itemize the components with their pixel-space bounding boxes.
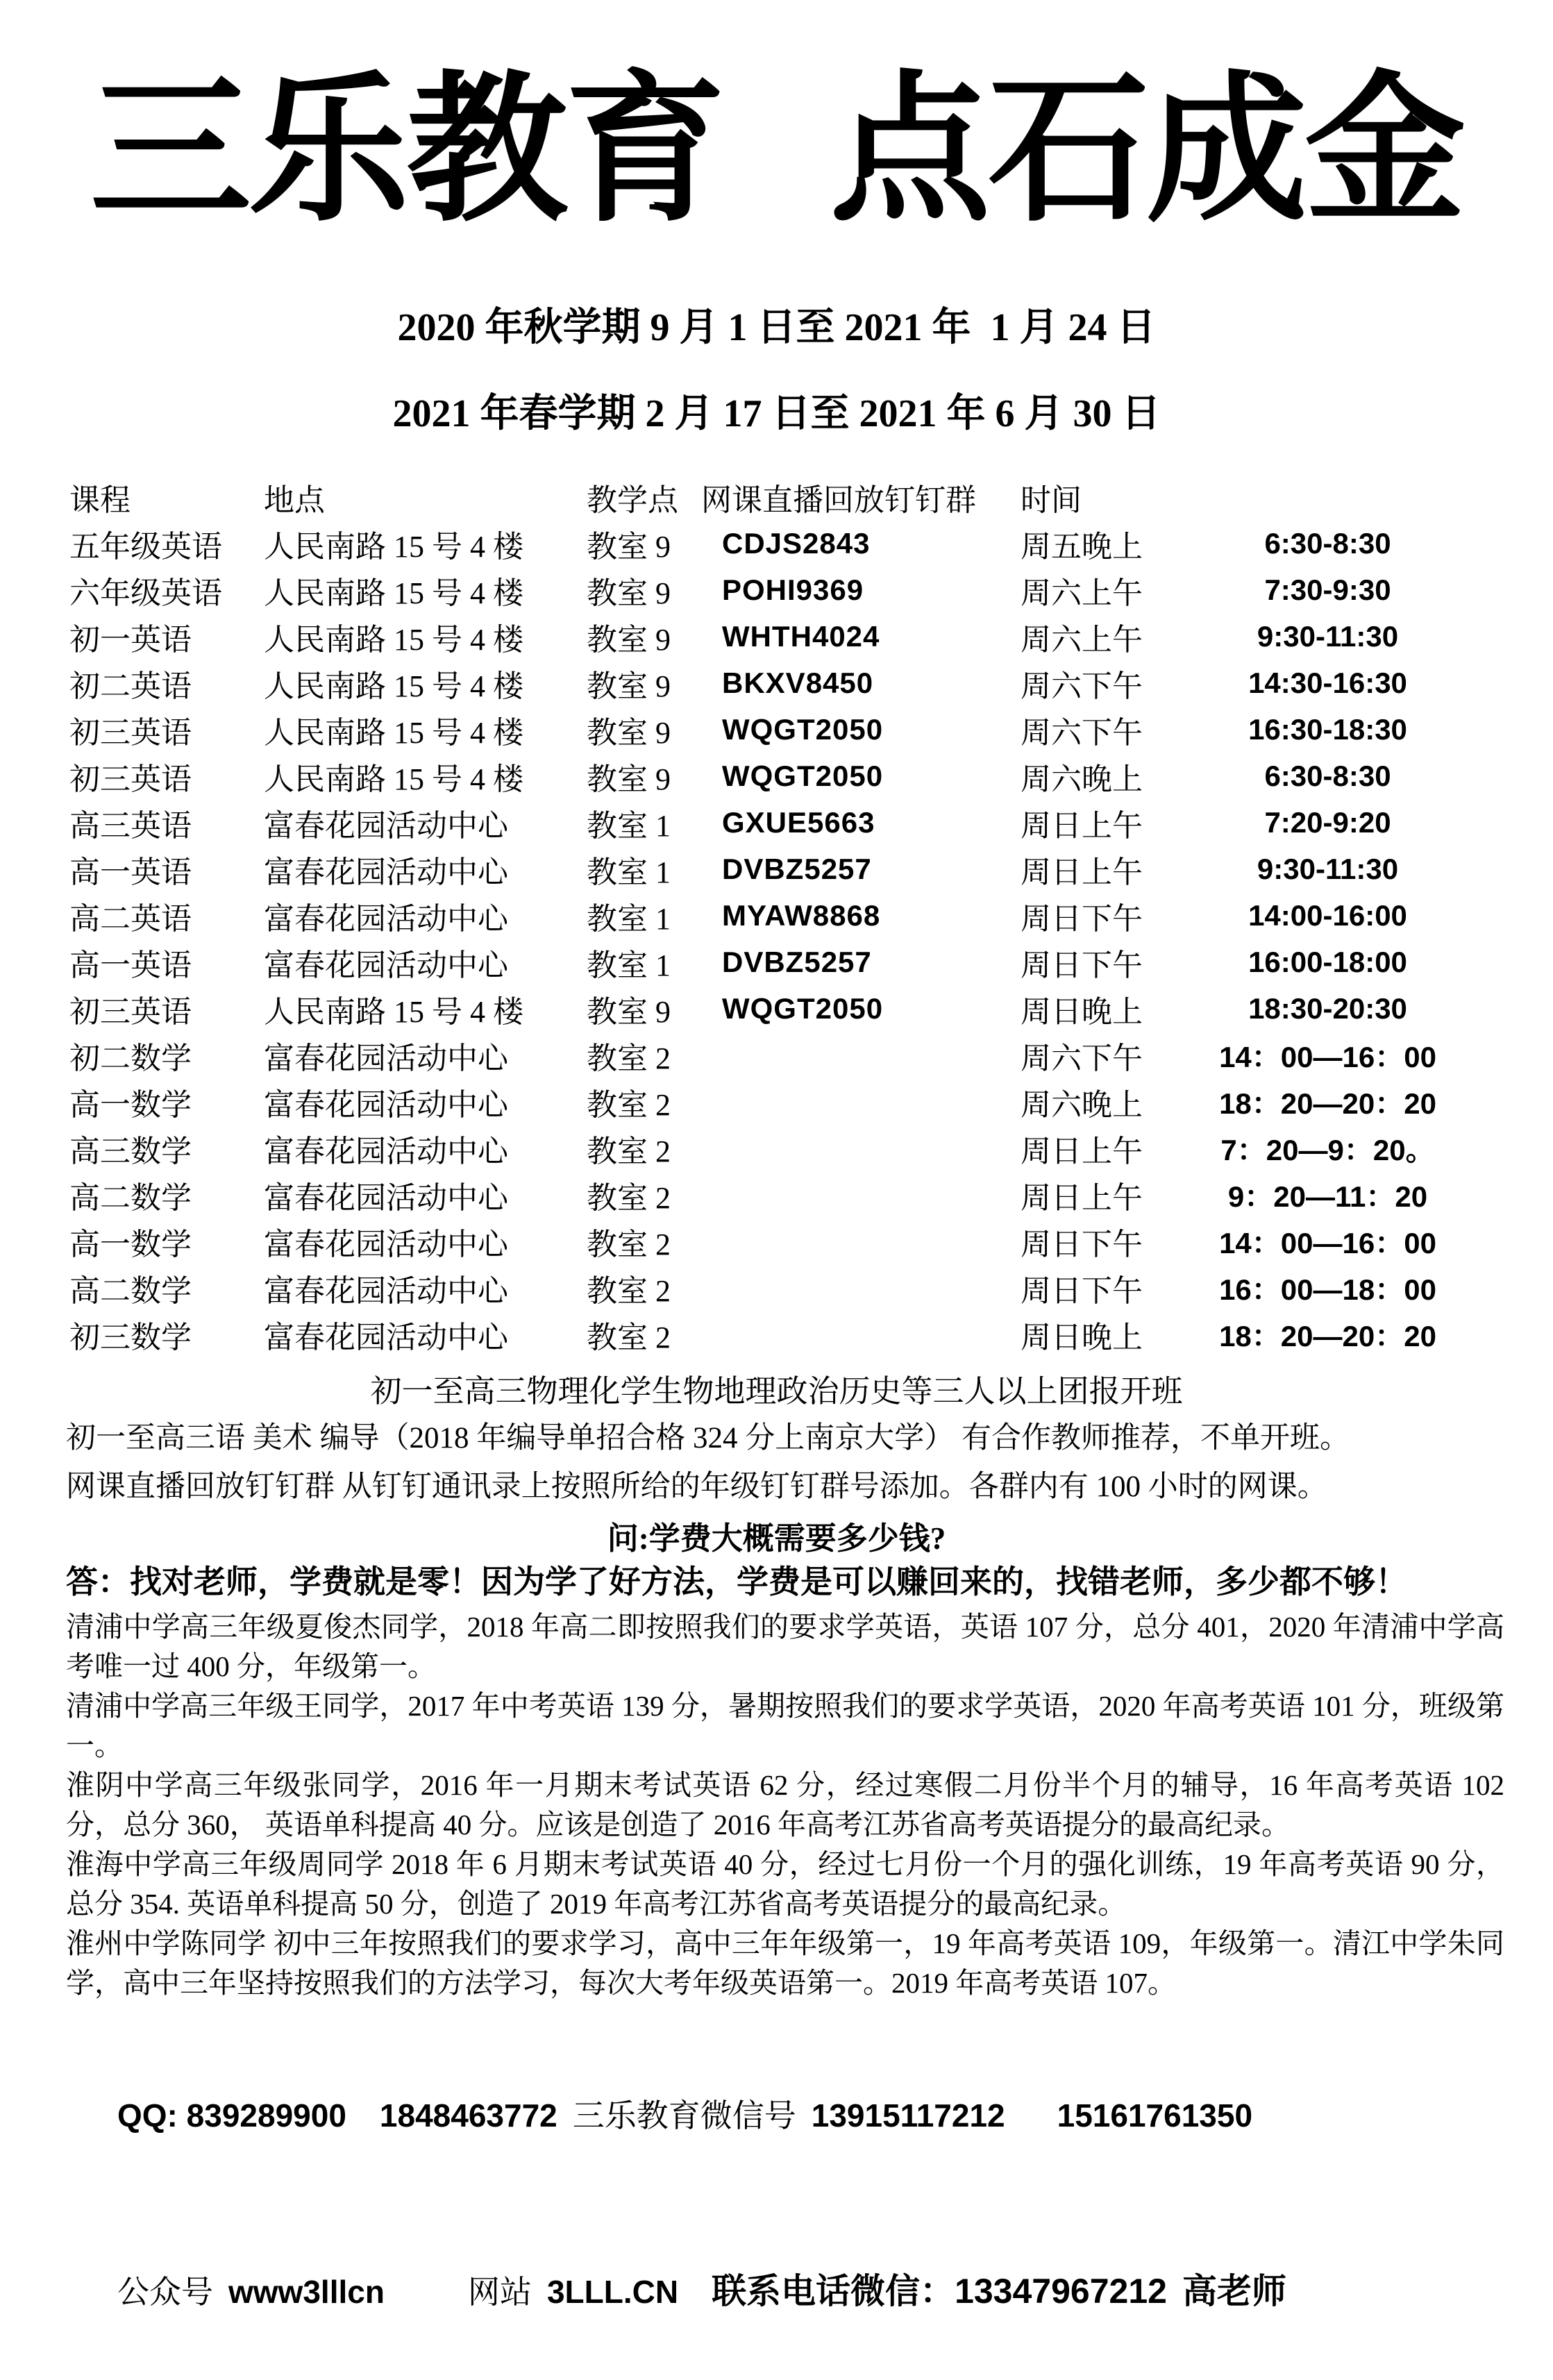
day-cell: 周六晚上 [1021, 762, 1143, 796]
dingtalk-group-cell: WQGT2050 [722, 991, 884, 1025]
time-cell: 18：20—20：20 [1219, 1087, 1436, 1120]
day-cell: 周日上午 [1021, 855, 1143, 889]
table-row [69, 1171, 1553, 1218]
testimonial-wang: 清浦中学高三年级王同学，2017 年中考英语 139 分，暑期按照我们的要求学英语，2020 年高考英语 101 分，班级第一。 [66, 1690, 1504, 1761]
location-cell: 富春花园活动中心 [264, 948, 508, 982]
dingtalk-group-note: 网课直播回放钉钉群 从钉钉通讯录上按照所给的年级钉钉群号添加。各群内有 100 小时的网课。 [66, 1470, 1327, 1503]
course-cell: 初三英语 [69, 994, 192, 1029]
course-cell: 高二数学 [69, 1273, 192, 1308]
header-course: 课程 [69, 483, 131, 517]
semester-dates [0, 285, 1553, 457]
time-cell: 6:30-8:30 [1264, 526, 1391, 560]
table-row [69, 613, 1553, 660]
day-cell: 周六上午 [1021, 576, 1143, 610]
table-row [69, 846, 1553, 892]
semester-date-spring: 2021 年春学期 2 月 17 日至 2021 年 6 月 30 日 [392, 392, 1161, 435]
semester-date-fall: 2020 年秋学期 9 月 1 日至 2021 年 1 月 24 日 [397, 306, 1156, 349]
time-cell: 18：20—20：20 [1219, 1319, 1436, 1352]
qq-number-2: 1848463772 [379, 2097, 557, 2134]
day-cell: 周日下午 [1021, 948, 1143, 982]
qq-number-1: QQ: 839289900 [117, 2097, 346, 2134]
location-cell: 人民南路 15 号 4 楼 [264, 529, 523, 564]
course-cell: 初二数学 [69, 1041, 192, 1075]
time-cell: 16:00-18:00 [1248, 945, 1407, 978]
art-course-note: 初一至高三语 美术 编导（2018 年编导单招合格 324 分上南京大学） 有合作教师推荐，不单开班。 [66, 1422, 1350, 1455]
day-cell: 周日晚上 [1021, 1320, 1143, 1355]
testimonials-section [0, 1607, 1553, 2003]
header-classroom: 教学点 [587, 483, 678, 517]
day-cell: 周六下午 [1021, 715, 1143, 750]
day-cell: 周五晚上 [1021, 529, 1143, 564]
time-cell: 16：00—18：00 [1219, 1273, 1436, 1306]
table-row [69, 985, 1553, 1032]
location-cell: 富春花园活动中心 [264, 808, 508, 843]
dingtalk-group-cell: GXUE5663 [722, 805, 875, 839]
contact-teacher-name: 高老师 [1182, 2272, 1286, 2311]
course-cell: 六年级英语 [69, 576, 222, 610]
table-row [69, 660, 1553, 706]
location-cell: 富春花园活动中心 [264, 855, 508, 889]
table-row [69, 753, 1553, 799]
classroom-cell: 教室 2 [587, 1041, 671, 1075]
location-cell: 富春花园活动中心 [264, 901, 508, 936]
table-row [69, 1032, 1553, 1078]
location-cell: 富春花园活动中心 [264, 1041, 508, 1075]
location-cell: 人民南路 15 号 4 楼 [264, 622, 523, 657]
location-cell: 富春花园活动中心 [264, 1273, 508, 1308]
group-enrollment-note: 初一至高三物理化学生物地理政治历史等三人以上团报开班 [370, 1374, 1183, 1409]
location-cell: 富春花园活动中心 [264, 1227, 508, 1262]
contact-line-web [69, 2204, 1553, 2380]
location-cell: 富春花园活动中心 [264, 1134, 508, 1168]
course-cell: 初三英语 [69, 715, 192, 750]
header-location: 地点 [264, 483, 325, 517]
website-label: 网站 [467, 2274, 532, 2310]
contact-phone-label: 联系电话微信： [712, 2272, 955, 2311]
header-dingtalk-group: 网课直播回放钉钉群 [701, 483, 976, 517]
table-row [69, 1264, 1553, 1311]
day-cell: 周日下午 [1021, 1273, 1143, 1308]
official-account-id: www3lllcn [228, 2274, 385, 2310]
classroom-cell: 教室 1 [587, 948, 671, 982]
day-cell: 周六下午 [1021, 1041, 1143, 1075]
tuition-answer: 答：找对老师，学费就是零！因为学了好方法，学费是可以赚回来的，找错老师，多少都不够！ [66, 1564, 1407, 1600]
testimonial-zhang: 淮阴中学高三年级张同学，2016 年一月期末考试英语 62 分，经过寒假二月份半个月的辅导，16 年高考英语 102 分，总分 360， 英语单科提高 40 分。应该是创造了 2016 年高考江苏省高考英语提分的最高纪录。 [66, 1769, 1512, 1841]
contact-phone-number: 13347967212 [955, 2272, 1167, 2311]
course-cell: 五年级英语 [69, 529, 222, 564]
time-cell: 9:30-11:30 [1257, 852, 1399, 885]
testimonial-xiajunjie: 清浦中学高三年级夏俊杰同学，2018 年高二即按照我们的要求学英语，英语 107 分，总分 401，2020 年清浦中学高考唯一过 400 分，年级第一。 [66, 1611, 1504, 1682]
dingtalk-group-cell: DVBZ5257 [722, 852, 872, 885]
table-row [69, 1311, 1553, 1357]
dingtalk-group-cell: WHTH4024 [722, 619, 880, 653]
course-cell: 初三数学 [69, 1320, 192, 1355]
location-cell: 富春花园活动中心 [264, 1320, 508, 1355]
location-cell: 人民南路 15 号 4 楼 [264, 715, 523, 750]
location-cell: 人民南路 15 号 4 楼 [264, 669, 523, 703]
course-cell: 初三英语 [69, 762, 192, 796]
testimonial-chen-zhu: 淮州中学陈同学 初中三年按照我们的要求学习，高中三年年级第一，19 年高考英语 109，年级第一。清江中学朱同学，高中三年坚持按照我们的方法学习，每次大考年级英语第一。2019 年高考英语 107。 [66, 1927, 1504, 1999]
dingtalk-group-cell: WQGT2050 [722, 712, 884, 746]
course-cell: 高一数学 [69, 1227, 192, 1262]
time-cell: 6:30-8:30 [1264, 759, 1391, 792]
course-cell: 高一数学 [69, 1087, 192, 1122]
day-cell: 周六下午 [1021, 669, 1143, 703]
website-url: 3LLL.CN [546, 2274, 679, 2310]
day-cell: 周六晚上 [1021, 1087, 1143, 1122]
wechat-label: 三乐教育微信号 [572, 2098, 796, 2134]
time-cell: 7：20—9：20。 [1220, 1133, 1435, 1166]
day-cell: 周日上午 [1021, 808, 1143, 843]
dingtalk-group-cell: POHI9369 [722, 573, 864, 606]
contact-line-qq [69, 2028, 1553, 2204]
time-cell: 7:20-9:20 [1264, 805, 1391, 839]
table-row [69, 892, 1553, 939]
time-cell: 14:00-16:00 [1248, 898, 1407, 932]
table-row [69, 939, 1553, 985]
time-cell: 9：20—11：20 [1227, 1180, 1428, 1213]
table-row [69, 567, 1553, 613]
classroom-cell: 教室 9 [587, 762, 671, 796]
classroom-cell: 教室 9 [587, 669, 671, 703]
tuition-question: 问:学费大概需要多少钱? [607, 1521, 946, 1556]
classroom-cell: 教室 9 [587, 529, 671, 564]
classroom-cell: 教室 9 [587, 622, 671, 657]
table-body [69, 520, 1553, 1357]
classroom-cell: 教室 9 [587, 994, 671, 1029]
table-row [69, 706, 1553, 753]
time-cell: 9:30-11:30 [1257, 619, 1399, 653]
table-row [69, 1218, 1553, 1264]
class-schedule-table [0, 474, 1553, 1357]
location-cell: 人民南路 15 号 4 楼 [264, 994, 523, 1029]
classroom-cell: 教室 2 [587, 1273, 671, 1308]
time-cell: 7:30-9:30 [1264, 573, 1391, 606]
classroom-cell: 教室 1 [587, 808, 671, 843]
header-time: 时间 [1021, 483, 1082, 517]
classroom-cell: 教室 2 [587, 1087, 671, 1122]
time-cell: 18:30-20:30 [1248, 991, 1407, 1025]
classroom-cell: 教室 2 [587, 1180, 671, 1215]
location-cell: 人民南路 15 号 4 楼 [264, 762, 523, 796]
course-cell: 高三英语 [69, 808, 192, 843]
course-cell: 高二数学 [69, 1180, 192, 1215]
classroom-cell: 教室 9 [587, 576, 671, 610]
page-title: 三乐教育 点石成金 [90, 54, 1463, 244]
classroom-cell: 教室 2 [587, 1134, 671, 1168]
course-cell: 高一英语 [69, 855, 192, 889]
location-cell: 人民南路 15 号 4 楼 [264, 576, 523, 610]
table-header-row [69, 474, 1553, 520]
dingtalk-group-cell: CDJS2843 [722, 526, 871, 560]
day-cell: 周日下午 [1021, 901, 1143, 936]
location-cell: 富春花园活动中心 [264, 1087, 508, 1122]
course-cell: 初一英语 [69, 622, 192, 657]
day-cell: 周六上午 [1021, 622, 1143, 657]
classroom-cell: 教室 1 [587, 901, 671, 936]
course-cell: 高二英语 [69, 901, 192, 936]
dingtalk-group-cell: WQGT2050 [722, 759, 884, 792]
time-cell: 14：00—16：00 [1219, 1226, 1436, 1259]
dingtalk-group-cell: BKXV8450 [722, 666, 874, 699]
wechat-number-1: 13915117212 [811, 2097, 1005, 2134]
location-cell: 富春花园活动中心 [264, 1180, 508, 1215]
day-cell: 周日上午 [1021, 1180, 1143, 1215]
day-cell: 周日晚上 [1021, 994, 1143, 1029]
classroom-cell: 教室 1 [587, 855, 671, 889]
official-account-label: 公众号 [117, 2274, 213, 2310]
day-cell: 周日上午 [1021, 1134, 1143, 1168]
testimonial-zhou: 淮海中学高三年级周同学 2018 年 6 月期末考试英语 40 分，经过七月份一个月的强化训练，19 年高考英语 90 分， 总分 354. 英语单科提高 50 分，创造了 2019 年高考江苏省高考英语提分的最高纪录。 [66, 1848, 1512, 1920]
dingtalk-group-cell: MYAW8868 [722, 898, 881, 932]
table-row [69, 799, 1553, 846]
contact-footer [69, 2028, 1553, 2380]
day-cell: 周日下午 [1021, 1227, 1143, 1262]
classroom-cell: 教室 2 [587, 1227, 671, 1262]
table-row [69, 520, 1553, 567]
course-cell: 高三数学 [69, 1134, 192, 1168]
classroom-cell: 教室 2 [587, 1320, 671, 1355]
time-cell: 14：00—16：00 [1219, 1040, 1436, 1073]
classroom-cell: 教室 9 [587, 715, 671, 750]
table-row [69, 1078, 1553, 1125]
time-cell: 14:30-16:30 [1248, 666, 1407, 699]
time-cell: 16:30-18:30 [1248, 712, 1407, 746]
course-cell: 初二英语 [69, 669, 192, 703]
wechat-number-2: 15161761350 [1057, 2097, 1253, 2134]
course-cell: 高一英语 [69, 948, 192, 982]
dingtalk-group-cell: DVBZ5257 [722, 945, 872, 978]
table-row [69, 1125, 1553, 1171]
